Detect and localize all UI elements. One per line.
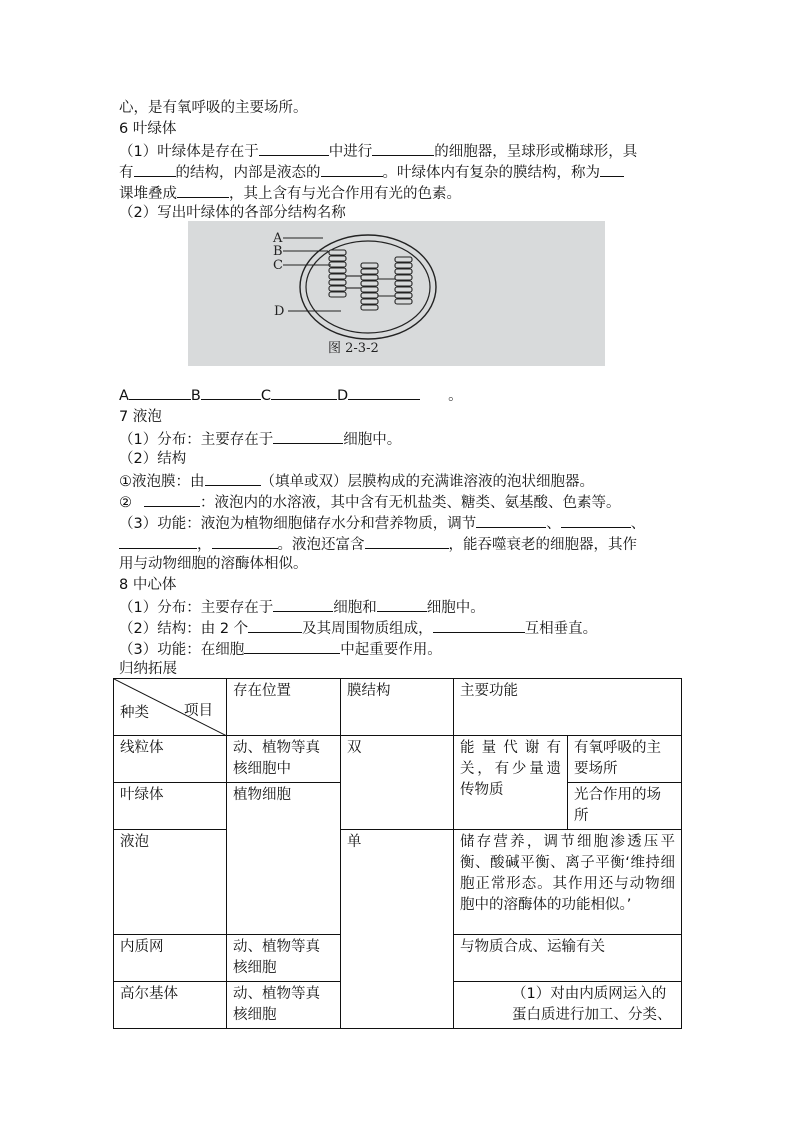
text: （1）分布：主要存在于	[119, 432, 274, 448]
answer-blank[interactable]	[348, 384, 420, 400]
answer-blank[interactable]	[476, 512, 546, 528]
text: 。	[448, 388, 463, 404]
granum-stack-3	[395, 257, 412, 304]
answer-blank[interactable]	[561, 512, 631, 528]
section-8-heading: 8 中心体	[119, 577, 177, 593]
text: 。叶绿体内有复杂的膜结构，称为	[382, 165, 600, 181]
answer-blank[interactable]	[201, 384, 261, 400]
table-header-row	[114, 679, 682, 736]
answer-blank[interactable]	[273, 596, 333, 612]
cell-name: 高尔基体	[114, 982, 227, 1029]
text: 、	[546, 516, 561, 532]
header-kind: 种类	[120, 705, 149, 721]
answer-blank[interactable]	[177, 182, 229, 198]
text: （2）结构：由 2 个	[119, 621, 249, 637]
answer-blank[interactable]	[271, 384, 337, 400]
cell-name: 液泡	[114, 830, 227, 935]
text: 中进行	[328, 144, 373, 160]
text: 、	[630, 516, 646, 532]
section-8-function	[119, 638, 442, 661]
cell-location: 动、植物等真核细胞	[227, 982, 341, 1029]
answer-blank[interactable]	[600, 161, 624, 177]
section-6-line-2	[119, 161, 624, 184]
section-8-distribution	[119, 596, 485, 619]
answer-blank[interactable]	[212, 533, 278, 549]
text: （3）功能：液泡为植物细胞储存水分和营养物质，调节	[119, 516, 477, 532]
header-function: 主要功能	[454, 679, 682, 736]
granum-stack-1	[329, 250, 346, 297]
cell-membrane: 双	[341, 736, 454, 830]
answer-blank[interactable]	[377, 596, 427, 612]
text: ，	[197, 537, 212, 553]
header-location: 存在位置	[227, 679, 341, 736]
text: （1）分布：主要存在于	[119, 600, 274, 616]
section-6-line-3	[119, 182, 461, 205]
header-membrane: 膜结构	[341, 679, 454, 736]
text: 有	[119, 165, 134, 181]
section-6-line-1	[119, 140, 637, 163]
answer-blank[interactable]	[433, 617, 525, 633]
cell-location: 植物细胞	[227, 783, 341, 935]
answer-label-c: C	[260, 388, 271, 404]
text: 细胞中。	[343, 432, 402, 448]
cell-location: 动、植物等真核细胞	[227, 935, 341, 982]
text: 课堆叠成	[119, 186, 177, 202]
figure-answer-line	[119, 384, 463, 407]
table-row	[114, 830, 682, 935]
text: ，能吞噬衰老的细胞器，其作	[448, 537, 637, 553]
answer-blank[interactable]	[205, 470, 261, 486]
answer-label-b: B	[190, 388, 201, 404]
text: 细胞中。	[426, 600, 485, 616]
text: 的细胞器，呈球形或椭球形，具	[434, 144, 638, 160]
answer-label-d: D	[337, 388, 349, 404]
section-7-cell-sap	[119, 491, 621, 514]
cell-name: 线粒体	[114, 736, 227, 783]
section-7-function-1	[119, 512, 645, 535]
cell-function: 光合作用的场所	[568, 783, 682, 830]
cell-function: 储存营养，调节细胞渗透压平衡、酸碱平衡、离子平衡‘维持细胞正常形态。其作用还与动物细胞中的溶酶体的功能相似。’	[454, 830, 682, 935]
section-7-heading: 7 液泡	[119, 409, 162, 425]
cell-name: 内质网	[114, 935, 227, 982]
figure-label-a: A	[273, 231, 283, 246]
answer-blank[interactable]	[244, 638, 340, 654]
text: 互相垂直。	[524, 621, 598, 637]
answer-blank[interactable]	[365, 533, 449, 549]
text: ，其上含有与光合作用有光的色素。	[229, 186, 461, 202]
answer-blank[interactable]	[248, 617, 302, 633]
section-7-function-3: 用与动物细胞的溶酶体相似。	[119, 556, 308, 572]
granum-stack-2	[361, 263, 378, 310]
text: 及其周围物质组成，	[302, 621, 433, 637]
chloroplast-figure	[188, 221, 605, 366]
header-item: 项目	[184, 703, 213, 719]
cell-function: （1）对由内质网运入的蛋白质进行加工、分类、	[454, 982, 682, 1029]
answer-blank[interactable]	[321, 161, 383, 177]
item-number: ②	[119, 495, 132, 511]
section-8-structure	[119, 617, 597, 640]
table-row	[114, 736, 682, 783]
section-7-structure: （2）结构	[119, 451, 187, 467]
figure-label-c: C	[273, 258, 283, 273]
cell-location: 动、植物等真核细胞中	[227, 736, 341, 783]
section-7-distribution	[119, 428, 401, 451]
cell-function: 与物质合成、运输有关	[454, 935, 682, 982]
section-6-heading: 6 叶绿体	[119, 121, 177, 137]
text: 细胞和	[333, 600, 377, 616]
cell-function: 有氧呼吸的主要场所	[568, 736, 682, 783]
section-6-question-2: （2）写出叶绿体的各部分结构名称	[119, 205, 346, 221]
intro-line: 心，是有氧呼吸的主要场所。	[119, 100, 308, 116]
cell-name: 叶绿体	[114, 783, 227, 830]
figure-caption: 图 2-3-2	[328, 341, 379, 356]
cell-shared-function: 能量代谢有关，有少量遗传物质	[454, 736, 568, 830]
answer-blank[interactable]	[134, 161, 176, 177]
organelle-summary-table	[113, 678, 682, 1029]
answer-blank[interactable]	[372, 140, 434, 156]
cell-membrane: 单	[341, 830, 454, 1029]
section-7-function-2	[119, 533, 637, 556]
answer-blank[interactable]	[119, 533, 197, 549]
answer-blank[interactable]	[273, 428, 343, 444]
summary-heading: 归纳拓展	[119, 661, 177, 677]
text: 液泡膜：由	[132, 474, 205, 490]
item-number: ①	[119, 474, 132, 490]
text: 中起重要作用。	[340, 642, 442, 658]
text: ：液泡内的水溶液，其中含有无机盐类、糖类、氨基酸、色素等。	[200, 495, 621, 511]
answer-blank[interactable]	[259, 140, 329, 156]
figure-label-b: B	[273, 244, 283, 259]
header-diagonal-cell	[114, 679, 227, 736]
text: （1）叶绿体是存在于	[119, 144, 259, 160]
answer-blank[interactable]	[144, 491, 200, 507]
text: 的结构，内部是液态的	[175, 165, 321, 181]
text: （3）功能：在细胞	[119, 642, 245, 658]
figure-label-d: D	[274, 304, 285, 319]
answer-blank[interactable]	[129, 384, 191, 400]
text: （填单或双）层膜构成的充满谁溶液的泡状细胞器。	[260, 474, 594, 490]
section-7-membrane	[119, 470, 594, 493]
text: 。液泡还富含	[277, 537, 365, 553]
answer-label-a: A	[119, 388, 129, 404]
